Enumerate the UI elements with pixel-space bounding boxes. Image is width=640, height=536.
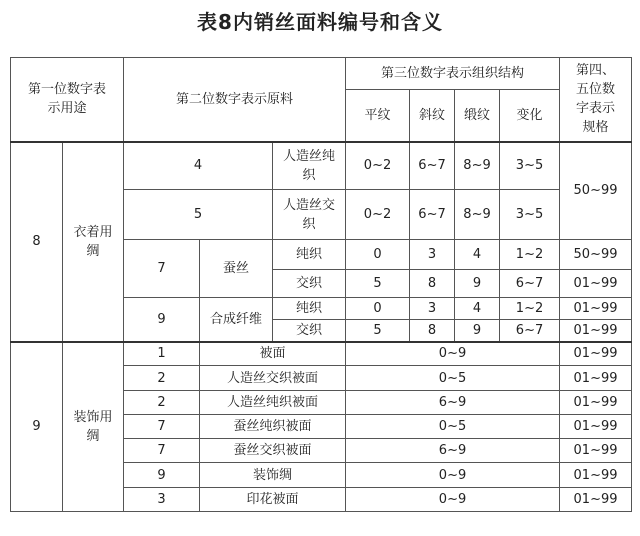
second-digit: 1 (124, 342, 200, 366)
value-cell: 6~7 (500, 270, 560, 298)
spec-cell: 50~99 (560, 142, 632, 240)
value-cell: 6~7 (410, 142, 455, 190)
header-satin-weave: 缎纹 (455, 90, 500, 142)
spec-cell: 01~99 (560, 342, 632, 366)
fabric-name: 蚕丝交织被面 (200, 439, 346, 463)
value-cell: 5 (346, 270, 410, 298)
group-use: 装饰用 绸 (63, 342, 124, 512)
weave-type: 纯织 (273, 240, 346, 270)
spec-cell: 01~99 (560, 415, 632, 439)
value-cell: 8 (410, 270, 455, 298)
range-cell: 0~5 (346, 415, 560, 439)
value-cell: 1~2 (500, 240, 560, 270)
value-cell: 0 (346, 240, 410, 270)
value-cell: 8~9 (455, 142, 500, 190)
header-twill-weave: 斜纹 (410, 90, 455, 142)
spec-cell: 01~99 (560, 298, 632, 320)
value-cell: 9 (455, 270, 500, 298)
spec-cell: 50~99 (560, 240, 632, 270)
group-code: 8 (11, 142, 63, 342)
range-cell: 0~9 (346, 463, 560, 488)
spec-cell: 01~99 (560, 391, 632, 415)
value-cell: 0 (346, 298, 410, 320)
value-cell: 4 (455, 298, 500, 320)
value-cell: 9 (455, 320, 500, 342)
second-digit: 7 (124, 415, 200, 439)
value-cell: 3~5 (500, 190, 560, 240)
group-use: 衣着用 绸 (63, 142, 124, 342)
second-digit: 3 (124, 488, 200, 512)
weave-type: 交织 (273, 270, 346, 298)
spec-cell: 01~99 (560, 270, 632, 298)
spec-cell: 01~99 (560, 439, 632, 463)
header-second-digit: 第二位数字表示原料 (124, 58, 346, 142)
value-cell: 4 (455, 240, 500, 270)
value-cell: 6~7 (410, 190, 455, 240)
header-variation-weave: 变化 (500, 90, 560, 142)
second-digit: 4 (124, 142, 273, 190)
range-cell: 0~9 (346, 488, 560, 512)
fabric-name: 被面 (200, 342, 346, 366)
header-third-digit: 第三位数字表示组织结构 (346, 58, 560, 90)
range-cell: 0~9 (346, 342, 560, 366)
value-cell: 1~2 (500, 298, 560, 320)
value-cell: 8 (410, 320, 455, 342)
material-name: 合成纤维 (200, 298, 273, 342)
fabric-name: 人造丝交织被面 (200, 366, 346, 391)
second-digit: 7 (124, 240, 200, 298)
material-name: 人造丝交 织 (273, 190, 346, 240)
header-first-digit: 第一位数字表 示用途 (11, 58, 124, 142)
second-digit: 9 (124, 298, 200, 342)
value-cell: 3 (410, 298, 455, 320)
fabric-code-table (10, 57, 632, 512)
weave-type: 纯织 (273, 298, 346, 320)
material-name: 人造丝纯 织 (273, 142, 346, 190)
header-fourth-fifth-digit: 第四、 五位数 字表示 规格 (560, 58, 632, 142)
value-cell: 6~7 (500, 320, 560, 342)
page-title: 表8内销丝面料编号和含义 (197, 10, 443, 34)
value-cell: 5 (346, 320, 410, 342)
weave-type: 交织 (273, 320, 346, 342)
material-name: 蚕丝 (200, 240, 273, 298)
value-cell: 0~2 (346, 190, 410, 240)
value-cell: 8~9 (455, 190, 500, 240)
second-digit: 2 (124, 366, 200, 391)
second-digit: 2 (124, 391, 200, 415)
group-code: 9 (11, 342, 63, 512)
value-cell: 3~5 (500, 142, 560, 190)
value-cell: 3 (410, 240, 455, 270)
range-cell: 6~9 (346, 391, 560, 415)
range-cell: 0~5 (346, 366, 560, 391)
spec-cell: 01~99 (560, 488, 632, 512)
spec-cell: 01~99 (560, 463, 632, 488)
range-cell: 6~9 (346, 439, 560, 463)
fabric-name: 蚕丝纯织被面 (200, 415, 346, 439)
second-digit: 9 (124, 463, 200, 488)
fabric-name: 装饰绸 (200, 463, 346, 488)
spec-cell: 01~99 (560, 366, 632, 391)
fabric-name: 人造丝纯织被面 (200, 391, 346, 415)
value-cell: 0~2 (346, 142, 410, 190)
second-digit: 7 (124, 439, 200, 463)
spec-cell: 01~99 (560, 320, 632, 342)
fabric-name: 印花被面 (200, 488, 346, 512)
header-plain-weave: 平纹 (346, 90, 410, 142)
second-digit: 5 (124, 190, 273, 240)
